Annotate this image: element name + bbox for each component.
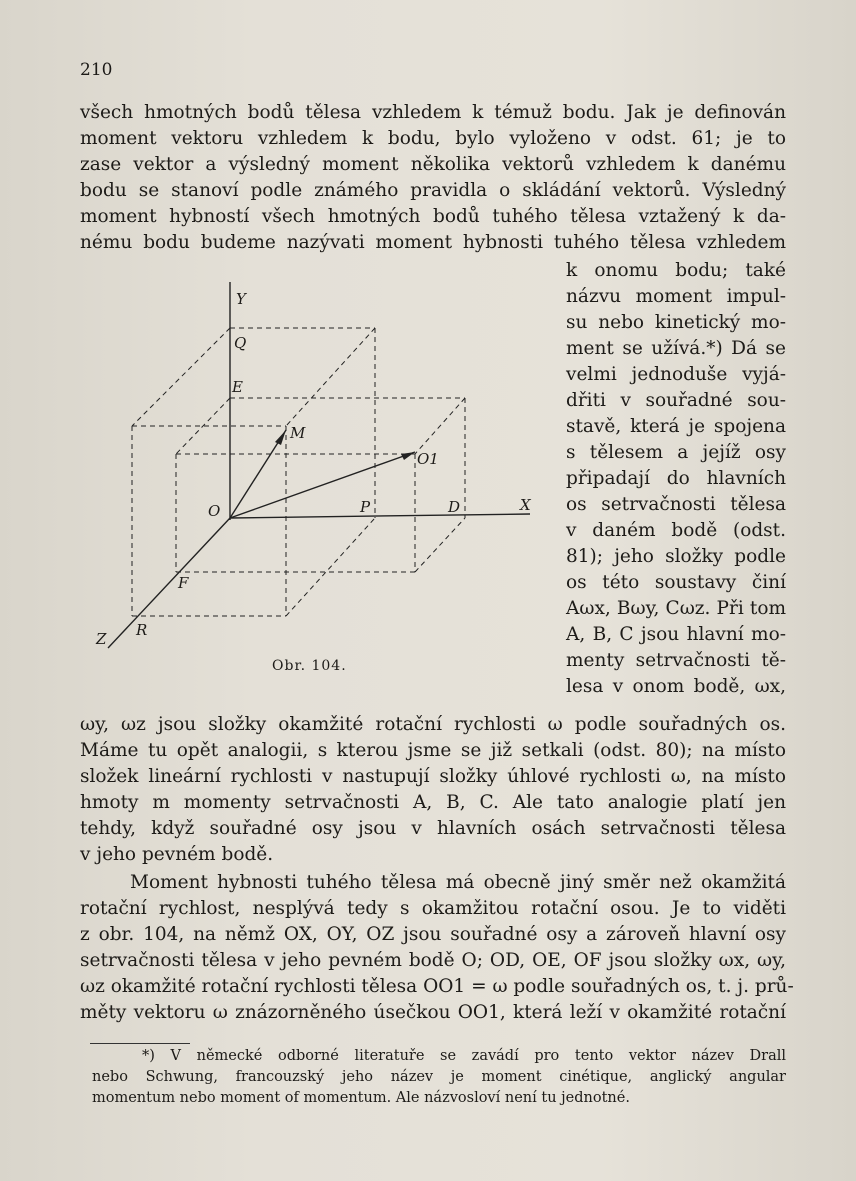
text-line: setrvačnosti tělesa v jeho pevném bodě O; OD, OE, OF jsou složky ωx, ωy, (80, 950, 786, 971)
figure-104-diagram (90, 280, 560, 690)
text-line: bodu se stanoví podle známého pravidla o skládání vektorů. Výsledný (80, 180, 786, 201)
text-line: ωy, ωz jsou složky okamžité rotační rychlosti ω podle souřadných os. (80, 714, 786, 735)
text-line: Máme tu opět analogii, s kterou jsme se již setkali (odst. 80); na místo (80, 740, 786, 761)
text-line: velmi jednoduše vyjá- (566, 364, 786, 385)
text-line: složek lineární rychlosti v nastupují složky úhlové rychlosti ω, na místo (80, 766, 786, 787)
label-r: R (136, 621, 148, 639)
top-paragraph (80, 100, 786, 256)
vector-oo1 (230, 452, 415, 518)
label-y: Y (236, 290, 246, 308)
text-line: su nebo kinetický mo- (566, 312, 786, 333)
text-line: moment vektoru vzhledem k bodu, bylo vyloženo v odst. 61; je to (80, 128, 786, 149)
text-line: dřiti v souřadné sou- (566, 390, 786, 411)
footnote (92, 1046, 786, 1109)
text-line: 81); jeho složky podle (566, 546, 786, 567)
text-line: z obr. 104, na němž OX, OY, OZ jsou souřadné osy a zároveň hlavní osy (80, 924, 786, 945)
text-line: os setrvačnosti tělesa (566, 494, 786, 515)
x-axis (230, 514, 530, 518)
text-line: k onomu bodu; také (566, 260, 786, 281)
text-line: zase vektor a výsledný moment několika vektorů vzhledem k danému (80, 154, 786, 175)
text-line: ment se užívá.*) Dá se (566, 338, 786, 359)
text-line: všech hmotných bodů tělesa vzhledem k témuž bodu. Jak je definován (80, 102, 786, 123)
text-line: v jeho pevném bodě. (80, 844, 274, 865)
text-line: Moment hybnosti tuhého tělesa má obecně jiný směr než okamžitá (130, 872, 786, 893)
label-f: F (178, 574, 189, 592)
text-line: hmoty m momenty setrvačnosti A, B, C. Ale tato analogie platí jen (80, 792, 786, 813)
text-line: tehdy, když souřadné osy jsou v hlavních osách setrvačnosti tělesa (80, 818, 786, 839)
text-line: s tělesem a jejíž osy (566, 442, 786, 463)
label-d: D (448, 498, 461, 516)
text-line: momentum nebo moment of momentum. Ale názvosloví není tu jednotné. (92, 1090, 630, 1106)
label-o: O (208, 502, 221, 520)
right-column-text (566, 258, 786, 700)
label-z: Z (96, 630, 107, 648)
label-e: E (232, 378, 243, 396)
text-line: připadají do hlavních (566, 468, 786, 489)
last-paragraph (80, 870, 794, 1026)
text-line: Aωx, Bωy, Cωz. Při tom (566, 598, 786, 619)
text-line: nebo Schwung, francouzský jeho název je moment cinétique, anglický angular (92, 1069, 786, 1085)
text-line: měty vektoru ω znázorněného úsečkou OO1, která leží v okamžité rotační (80, 1002, 786, 1023)
z-axis (108, 518, 230, 648)
text-line: moment hybností všech hmotných bodů tuhého tělesa vztažený k da- (80, 206, 786, 227)
text-line: nému bodu budeme nazývati moment hybnosti tuhého tělesa vzhledem (80, 232, 786, 253)
text-line: ωz okamžité rotační rychlosti tělesa OO1 = ω podle souřadných os, t. j. prů- (80, 976, 794, 997)
label-m: M (290, 424, 306, 442)
label-p: P (360, 498, 371, 516)
text-line: os této soustavy činí (566, 572, 786, 593)
label-o1: O1 (417, 450, 439, 468)
label-x: X (520, 496, 531, 514)
text-line: lesa v onom bodě, ωx, (566, 676, 786, 697)
text-line: v daném bodě (odst. (566, 520, 786, 541)
footnote-divider (90, 1043, 190, 1044)
label-q: Q (234, 334, 247, 352)
text-line: A, B, C jsou hlavní mo- (566, 624, 786, 645)
page-number: 210 (80, 60, 113, 80)
text-line: menty setrvačnosti tě- (566, 650, 786, 671)
figure-caption: Obr. 104. (272, 658, 347, 674)
text-line: názvu moment impul- (566, 286, 786, 307)
middle-paragraph (80, 712, 786, 868)
text-line: stavě, která je spojena (566, 416, 786, 437)
text-line: rotační rychlost, nesplývá tedy s okamžitou rotační osou. Je to viděti (80, 898, 786, 919)
text-line: *) V německé odborné literatuře se zavádí pro tento vektor název Drall (142, 1048, 786, 1064)
